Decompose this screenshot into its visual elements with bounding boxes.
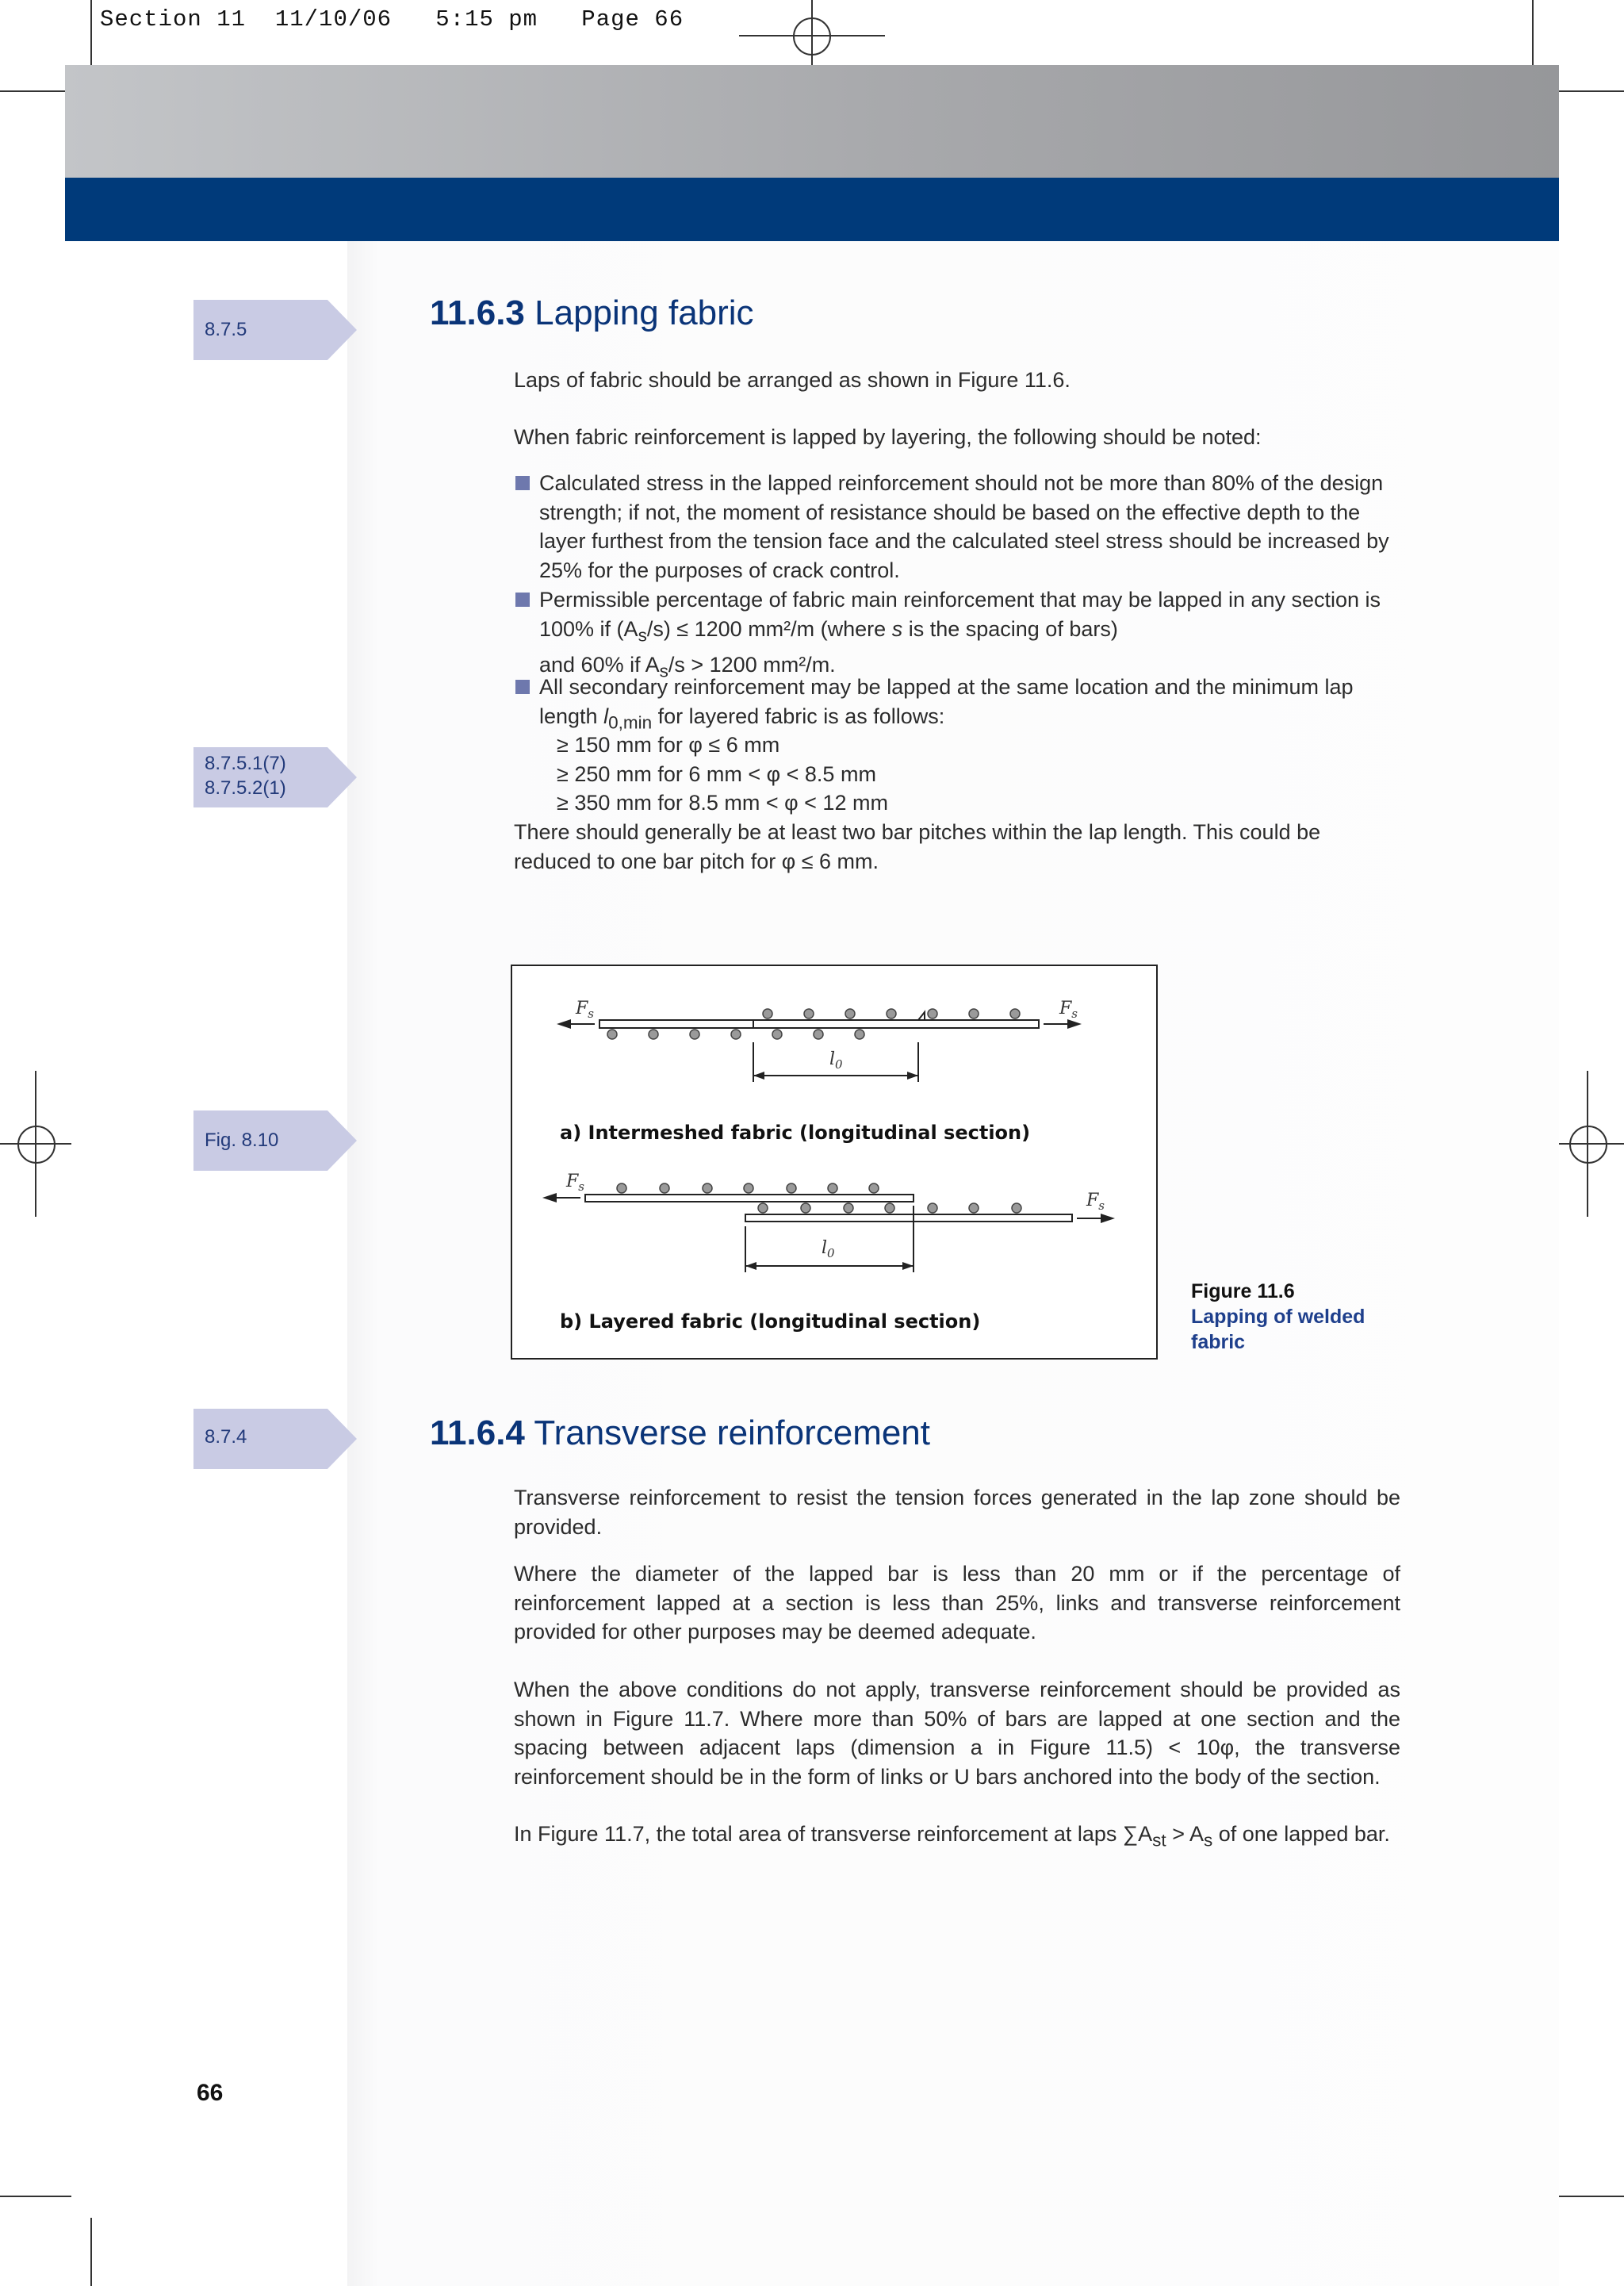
paragraph: When the above conditions do not apply, transverse reinforcement should be provided as shown in Figure 11.7. Where more than 50% of bars are lapped at one section and the spacing between adjacent laps (dimension a in Figure 11.5) < 10φ, the transverse reinforcement should be in the form of links or U bars anchored into the body of the section. [514,1678,1400,1789]
margin-ref-tab [193,1409,357,1469]
intermeshed-fabric-section [557,999,1082,1144]
bullet-item [514,585,1400,686]
svg-text:l0: $l_0$ [829,1049,843,1072]
bullet-text: Permissible percentage of fabric main reinforcement that may be lapped in any section is 100% if $(A_s/s) \le 1200$ mm²/m (where s is the spacing of bars) and 60% if $A_s/s > 1200$ mm²/m. [539,588,1381,681]
bullet-text: All secondary reinforcement may be lapped at the same location and the minimum lap length $l_{0,min}$ for layered fabric is as follows: [539,675,1354,733]
section-heading-11-6-3 [430,293,754,333]
bullet-square [515,593,530,607]
figure-title-line: Lapping of welded [1191,1306,1365,1328]
bullet-square [515,476,530,490]
page-number: 66 [197,2080,224,2106]
figure-box [511,965,1158,1360]
bullet-item [514,469,1400,585]
margin-ref-text: 8.7.5.2(1) [205,777,286,799]
header-blue-band [65,178,1559,241]
paragraph: In Figure 11.7, the total area of transverse reinforcement at laps $\sum A_{st} > A_s$ of one lapped bar. [514,1822,1390,1851]
margin-ref-tab [193,747,357,807]
section-number: 11.6.3 [430,293,525,332]
section-heading-11-6-4 [430,1413,930,1453]
figure-caption-a: a) Intermeshed fabric (longitudinal section) [560,1122,1031,1144]
svg-text:l0: $l_0$ [822,1238,835,1260]
section-number: 11.6.4 [430,1413,525,1452]
bullet-item [514,673,1400,738]
lap-length-line: ≥ 150 mm for φ ≤ 6 mm [557,733,780,757]
figure-caption-b: b) Layered fabric (longitudinal section) [560,1310,981,1333]
margin-ref-text: Fig. 8.10 [205,1130,279,1151]
paragraph: Transverse reinforcement to resist the tension forces generated in the lap zone should be provided. [514,1486,1400,1539]
printer-slug: Section 11 11/10/06 5:15 pm Page 66 [100,6,684,33]
svg-text:Fs: $F_s$ [576,999,594,1021]
lap-length-line: ≥ 350 mm for 8.5 mm < φ < 12 mm [557,791,888,815]
bullet-text: Calculated stress in the lapped reinforcement should not be more than 80% of the design strength; if not, the moment of resistance should be based on the effective depth to the layer furthest from the tension face and the calculated steel stress should be increased by 25% for the purposes of crack control. [539,471,1389,583]
margin-ref-tab [193,1110,357,1171]
section-title: Lapping fabric [534,293,754,332]
header-grey-band [65,65,1559,178]
svg-text:Fs: $F_s$ [566,1172,584,1194]
lapping-diagram [512,966,1156,1358]
layered-fabric-section [542,1172,1115,1333]
figure-caption [1191,1279,1365,1355]
bullet-square [515,680,530,694]
margin-ref-text: 8.7.4 [205,1426,247,1448]
svg-text:Fs: $F_s$ [1086,1191,1105,1213]
paragraph: Laps of fabric should be arranged as shown in Figure 11.6. [514,368,1071,392]
paragraph: Where the diameter of the lapped bar is less than 20 mm or if the percentage of reinforcement lapped at a section is less than 25%, links and transverse reinforcement provided for other purposes may be deemed adequate. [514,1562,1400,1644]
section-title: Transverse reinforcement [534,1413,931,1452]
margin-ref-text: 8.7.5 [205,319,247,340]
lap-length-line: ≥ 250 mm for 6 mm < φ < 8.5 mm [557,762,876,786]
svg-text:Fs: $F_s$ [1059,999,1078,1021]
figure-title-line: fabric [1191,1331,1246,1353]
figure-number: Figure 11.6 [1191,1280,1295,1302]
margin-ref-text: 8.7.5.1(7) [205,753,286,774]
paragraph: There should generally be at least two bar pitches within the lap length. This could be reduced to one bar pitch for φ ≤ 6 mm. [514,820,1321,873]
margin-ref-tab [193,300,357,360]
paragraph: When fabric reinforcement is lapped by layering, the following should be noted: [514,425,1262,449]
